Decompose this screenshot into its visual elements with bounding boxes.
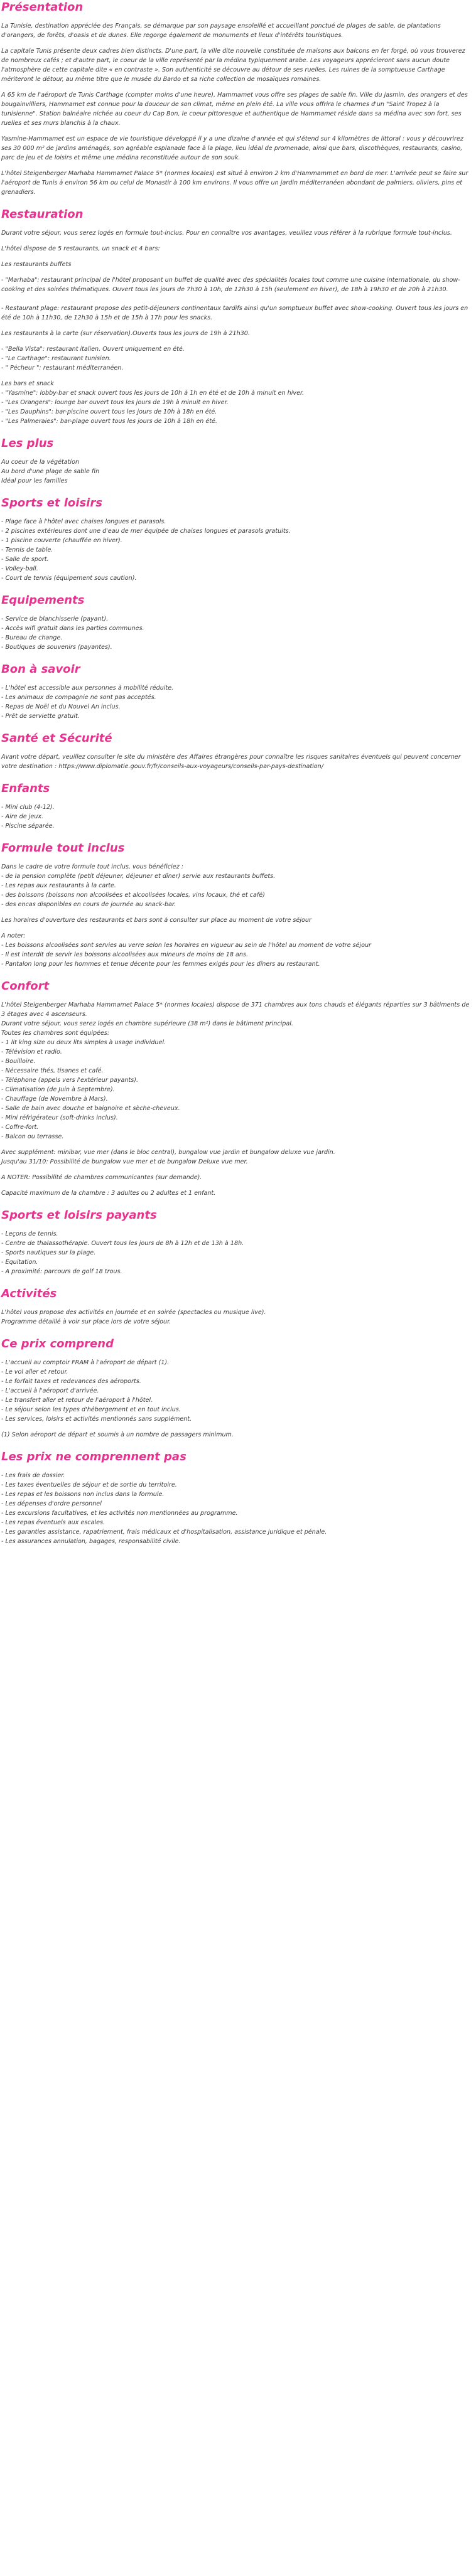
section-enfants — [1, 781, 472, 831]
list-item: - Salle de sport. — [1, 556, 49, 563]
section-title-ce-prix-ne-comprend-pas: Les prix ne comprennent pas — [1, 1450, 187, 1463]
section-title-activites: Activités — [1, 1287, 57, 1300]
list-item: - Les boissons alcoolisées sont servies au verre selon les horaires en vigueur au sein de l'hôtel au moment de votre séjour — [1, 942, 371, 949]
paragraph: L'hôtel Steigenberger Marhaba Hammamet Palace 5* (normes locales) est situé à environ 2 km d'Hammammet en bord de mer. L'arrivée peut se faire sur l'aéroport de Tunis à environ 56 km ou celui de Monastir à 100 km environs. Il vous offre un jardin méditerranéen abondant de palmiers, oliviers, pins et grenadiers. — [1, 170, 468, 196]
paragraph: Capacité maximum de la chambre : 3 adultes ou 2 adultes et 1 enfant. — [1, 1190, 216, 1197]
list-item: - Le forfait taxes et redevances des aéroports. — [1, 1378, 141, 1385]
text-list — [1, 803, 472, 831]
list-item: - Bureau de change. — [1, 634, 63, 641]
paragraph: Les horaires d'ouverture des restaurants et bars sont à consulter sur place au moment de votre séjour — [1, 917, 311, 924]
list-item: - Chauffage (de Novembre à Mars). — [1, 1096, 108, 1103]
text-list — [1, 683, 472, 721]
list-item: Idéal pour les familles — [1, 478, 68, 484]
list-item: - Les repas éventuels aux escales. — [1, 1519, 105, 1526]
list-item: Avec supplément: minibar, vue mer (dans le bloc central), bungalow vue jardin et bungalow deluxe vue jardin. — [1, 1149, 335, 1156]
section-title-restauration: Restauration — [1, 208, 84, 221]
paragraph: A 65 km de l'aéroport de Tunis Carthage (compter moins d'une heure), Hammamet vous offre ses plages de sable fin. Ville du jasmin, des orangers et des bougainvilliers, Hammamet est connue pour la douceur de son climat, même en plein été. La ville vous offrira le charmes d'un "Saint Tropez à la tunisienne". Station balnéaire nichée au coeur du Cap Bon, le coeur pittoresque et authentique de Hammamet réside dans sa médina avec son fort, ses ruelles et ses murs blanchis à la chaux. — [1, 92, 468, 127]
list-item: - Il est interdit de servir les boissons alcoolisées aux mineurs de moins de 18 ans. — [1, 951, 248, 958]
paragraph: Avant votre départ, veuillez consulter le site du ministère des Affaires étrangères pour connaître les risques sanitaires éventuels qui peuvent concerner votre destination : https://www.diplomatie.gouv.fr/fr/conseils-aux-voyageurs/conseils-par-pays-destination/ — [1, 754, 461, 770]
paragraph: L'hôtel dispose de 5 restaurants, un snack et 4 bars: — [1, 245, 160, 252]
list-item: - Le vol aller et retour. — [1, 1369, 68, 1376]
list-item: Dans le cadre de votre formule tout inclus, vous bénéficiez : — [1, 863, 184, 870]
list-item: - Mini club (4-12). — [1, 804, 55, 811]
list-item: - Les taxes éventuelles de séjour et de sortie du territoire. — [1, 1482, 177, 1488]
paragraph: Durant votre séjour, vous serez logés en formule tout-inclus. Pour en connaître vos avantages, veuillez vous référer à la rubrique formule tout-inclus. — [1, 230, 452, 237]
list-item: - Bouilloire. — [1, 1058, 36, 1065]
section-title-ce-prix-comprend: Ce prix comprend — [1, 1337, 114, 1350]
list-item: - Centre de thalassothérapie. Ouvert tous les jours de 8h à 12h et de 13h à 18h. — [1, 1240, 244, 1247]
section-activites — [1, 1286, 472, 1327]
list-item: - Les frais de dossier. — [1, 1472, 65, 1479]
list-item: - Les repas et les boissons non inclus dans la formule. — [1, 1491, 165, 1498]
section-title-sports-loisirs-payants: Sports et loisirs payants — [1, 1209, 157, 1222]
paragraph: Les restaurants à la carte (sur réservation).Ouverts tous les jours de 19h à 21h30. — [1, 330, 250, 337]
list-item: - Télévision et radio. — [1, 1049, 62, 1056]
list-item: - "Les Orangers": lounge bar ouvert tous les jours de 19h à minuit en hiver. — [1, 399, 229, 406]
list-item: - Accès wifi gratuit dans les parties communes. — [1, 625, 144, 632]
list-item: Les bars et snack — [1, 380, 54, 387]
section-equipements — [1, 593, 472, 652]
list-item: - "Le Carthage": restaurant tunisien. — [1, 355, 111, 362]
list-item: - des encas disponibles en cours de journée au snack-bar. — [1, 901, 176, 908]
section-ce-prix-ne-comprend-pas — [1, 1450, 472, 1546]
list-item: L'hôtel vous propose des activités en journée et en soirée (spectacles ou musique live). — [1, 1309, 266, 1316]
list-item: Au bord d'une plage de sable fin — [1, 468, 100, 475]
text-list — [1, 457, 472, 486]
text-list — [1, 862, 472, 909]
section-title-formule-tout-inclus: Formule tout inclus — [1, 842, 125, 855]
list-item: Durant votre séjour, vous serez logés en chambre supérieure (38 m²) dans le bâtiment principal. — [1, 1020, 293, 1027]
section-title-confort: Confort — [1, 980, 50, 993]
section-bon-a-savoir — [1, 662, 472, 721]
text-list — [1, 614, 472, 652]
list-item: Toutes les chambres sont équipées: — [1, 1030, 110, 1037]
list-item: - Le séjour selon les types d'hébergement et en tout inclus. — [1, 1406, 181, 1413]
list-item: - Balcon ou terrasse. — [1, 1133, 64, 1140]
list-item: - 1 piscine couverte (chauffée en hiver). — [1, 537, 122, 544]
paragraph: La capitale Tunis présente deux cadres bien distincts. D'une part, la ville dite nouvelle constituée de maisons aux balcons en fer forgé, où vous trouverez de nombreux cafés ; et d'autre part, le coeur de la ville représenté par la médina typiquement arabe. Les voyageurs apprécieront sans aucun doute l'atmosphère de cette capitale dite « en contraste ». Son authenticité se découvre au détour de ses ruelles. Les ruines de la somptueuse Carthage mériteront le détour, au même titre que le musée du Bardo et sa riche collection de mosaïques romaines. — [1, 48, 465, 83]
list-item: - Boutiques de souvenirs (payantes). — [1, 644, 112, 651]
list-item: - Leçons de tennis. — [1, 1231, 58, 1237]
list-item: - "Marhaba": restaurant principal de l'hôtel proposant un buffet de qualité avec des spécialités locales tout comme une cuisine internationale, du show-cooking et des soirées thématiques. Ouvert tous les jours de 7h30 à 10h, de 12h30 à 15h (seulement en hiver), de 18h à 19h30 et de 20h à 21h30. — [1, 277, 460, 293]
list-item: - "Les Palmeraies": bar-plage ouvert tous les jours de 10h à 18h en été. — [1, 418, 217, 425]
section-ce-prix-comprend — [1, 1337, 472, 1440]
section-confort — [1, 979, 472, 1198]
section-title-sports-loisirs: Sports et loisirs — [1, 496, 102, 510]
list-item: - Coffre-fort. — [1, 1124, 39, 1131]
list-item: - Tennis de table. — [1, 547, 53, 553]
list-item: Programme détaillé à voir sur place lors de votre séjour. — [1, 1318, 171, 1325]
list-item: - Les dépenses d'ordre personnel — [1, 1500, 102, 1507]
list-item: - Sports nautiques sur la plage. — [1, 1249, 96, 1256]
list-item: L'hôtel Steigenberger Marhaba Hammamet Palace 5* (normes locales) dispose de 371 chambres aux tons chauds et élégants réparties sur 3 bâtiments de 3 étages avec 4 ascenseurs. — [1, 1002, 470, 1018]
list-item: - Les garanties assistance, rapatriement, frais médicaux et d'hospitalisation, assistance juridique et pénale. — [1, 1529, 327, 1536]
list-item: - Les animaux de compagnie ne sont pas acceptés. — [1, 694, 156, 701]
paragraph: A NOTER: Possibilité de chambres communicantes (sur demande). — [1, 1174, 202, 1181]
section-presentation — [1, 0, 472, 197]
text-list — [1, 931, 472, 969]
list-item: - Salle de bain avec douche et baignoire et sèche-cheveux. — [1, 1105, 180, 1112]
text-list — [1, 517, 472, 583]
paragraph: Yasmine-Hammamet est un espace de vie touristique développé il y a une dizaine d'année et qui s'étend sur 4 kilomètres de littoral : vous y découvrirez ses 30 000 m² de jardins aménagés, son agréable esplanade face à la plage, lieu idéal de promenade, ainsi que bars, discothèques, restaurants, casino, parc de jeu et de loisirs et même une médina reconstituée autour de son souk. — [1, 136, 463, 161]
section-title-equipements: Equipements — [1, 594, 85, 607]
list-item: - Mini réfrigérateur (soft-drinks inclus). — [1, 1114, 118, 1121]
text-list — [1, 1148, 472, 1167]
list-item: - des boissons (boissons non alcoolisées et alcoolisées locales, vins locaux, thé et café) — [1, 892, 265, 899]
section-title-sante-securite: Santé et Sécurité — [1, 732, 112, 745]
text-list — [1, 1358, 472, 1424]
list-item: - Pantalon long pour les hommes et tenue décente pour les femmes exigés pour les dîners au restaurant. — [1, 961, 320, 968]
section-title-les-plus: Les plus — [1, 437, 54, 450]
list-item: - de la pension complète (petit déjeuner, déjeuner et dîner) servie aux restaurants buffets. — [1, 873, 276, 880]
list-item: Au coeur de la végétation — [1, 459, 80, 466]
list-item: - Equitation. — [1, 1259, 38, 1266]
list-item: - Prêt de serviette gratuit. — [1, 713, 80, 720]
section-les-plus — [1, 436, 472, 486]
list-item: - Le transfert aller et retour de l'aéroport à l'hôtel. — [1, 1397, 153, 1404]
list-item: - Les repas aux restaurants à la carte. — [1, 882, 116, 889]
section-sports-loisirs — [1, 496, 472, 583]
section-title-bon-a-savoir: Bon à savoir — [1, 663, 80, 676]
text-list — [1, 1308, 472, 1327]
section-title-enfants: Enfants — [1, 782, 50, 795]
section-sante-securite — [1, 731, 472, 771]
list-item: Jusqu'au 31/10: Possibilité de bungalow vue mer et de bungalow Deluxe vue mer. — [1, 1158, 248, 1165]
text-list — [1, 1000, 472, 1141]
text-list — [1, 275, 472, 323]
text-list — [1, 379, 472, 426]
list-item: - Téléphone (appels vers l'extérieur payants). — [1, 1077, 139, 1084]
text-list — [1, 1471, 472, 1546]
list-item: - Repas de Noël et du Nouvel An inclus. — [1, 703, 121, 710]
list-item: - "Les Dauphins": bar-piscine ouvert tous les jours de 10h à 18h en été. — [1, 409, 217, 415]
list-item: - 1 lit king size ou deux lits simples à usage individuel. — [1, 1039, 166, 1046]
list-item: A noter: — [1, 933, 26, 939]
list-item: - "Bella Vista": restaurant italien. Ouvert uniquement en été. — [1, 346, 185, 353]
list-item: - Service de blanchisserie (payant). — [1, 616, 109, 623]
list-item: - Volley-ball. — [1, 565, 38, 572]
paragraph: Les restaurants buffets — [1, 261, 72, 268]
list-item: - "Yasmine": lobby-bar et snack ouvert tous les jours de 10h à 1h en été et de 10h à minuit en hiver. — [1, 390, 305, 397]
list-item: - L'accueil au comptoir FRAM à l'aéroport de départ (1). — [1, 1359, 170, 1366]
section-formule-tout-inclus — [1, 841, 472, 969]
list-item: - L'accueil à l'aéroport d'arrivée. — [1, 1387, 99, 1394]
list-item: - Court de tennis (équipement sous caution). — [1, 575, 137, 582]
list-item: - 2 piscines extérieures dont une d'eau de mer équipée de chaises longues et parasols gratuits. — [1, 528, 291, 535]
list-item: - " Pécheur ": restaurant méditerranéen. — [1, 365, 124, 371]
list-item: - Plage face à l'hôtel avec chaises longues et parasols. — [1, 518, 166, 525]
list-item: - Les assurances annulation, bagages, responsabilité civile. — [1, 1538, 181, 1545]
text-list — [1, 345, 472, 373]
section-sports-loisirs-payants — [1, 1208, 472, 1276]
list-item: - Les excursions facultatives, et les activités non mentionnées au programme. — [1, 1510, 238, 1517]
section-title-presentation: Présentation — [1, 1, 84, 14]
list-item: - A proximité: parcours de golf 18 trous. — [1, 1268, 122, 1275]
section-restauration — [1, 207, 472, 426]
list-item: - Nécessaire thés, tisanes et café. — [1, 1067, 104, 1074]
list-item — [1, 294, 472, 304]
list-item: - L'hôtel est accessible aux personnes à mobilité réduite. — [1, 685, 174, 692]
list-item: - Climatisation (de Juin à Septembre). — [1, 1086, 115, 1093]
list-item: - Aire de jeux. — [1, 813, 44, 820]
list-item: - Restaurant plage: restaurant propose des petit-déjeuners continentaux tardifs ainsi qu'un somptueux buffet avec show-cooking. Ouvert tous les jours en été de 10h à 11h30, de 12h30 à 15h et de 15h à 17h pour les snacks. — [1, 305, 468, 321]
paragraph: La Tunisie, destination appréciée des Français, se démarque par son paysage ensoleillé et accueillant ponctué de plages de sable, de plantations d'orangers, de forêts, d'oasis et de dunes. Elle regorge également de monuments et lieux d'intérêts touristiques. — [1, 23, 441, 39]
text-list — [1, 1229, 472, 1276]
list-item: - Les services, loisirs et activités mentionnés sans supplément. — [1, 1416, 192, 1423]
list-item: - Piscine séparée. — [1, 823, 55, 830]
paragraph: (1) Selon aéroport de départ et soumis à un nombre de passagers minimum. — [1, 1431, 234, 1438]
